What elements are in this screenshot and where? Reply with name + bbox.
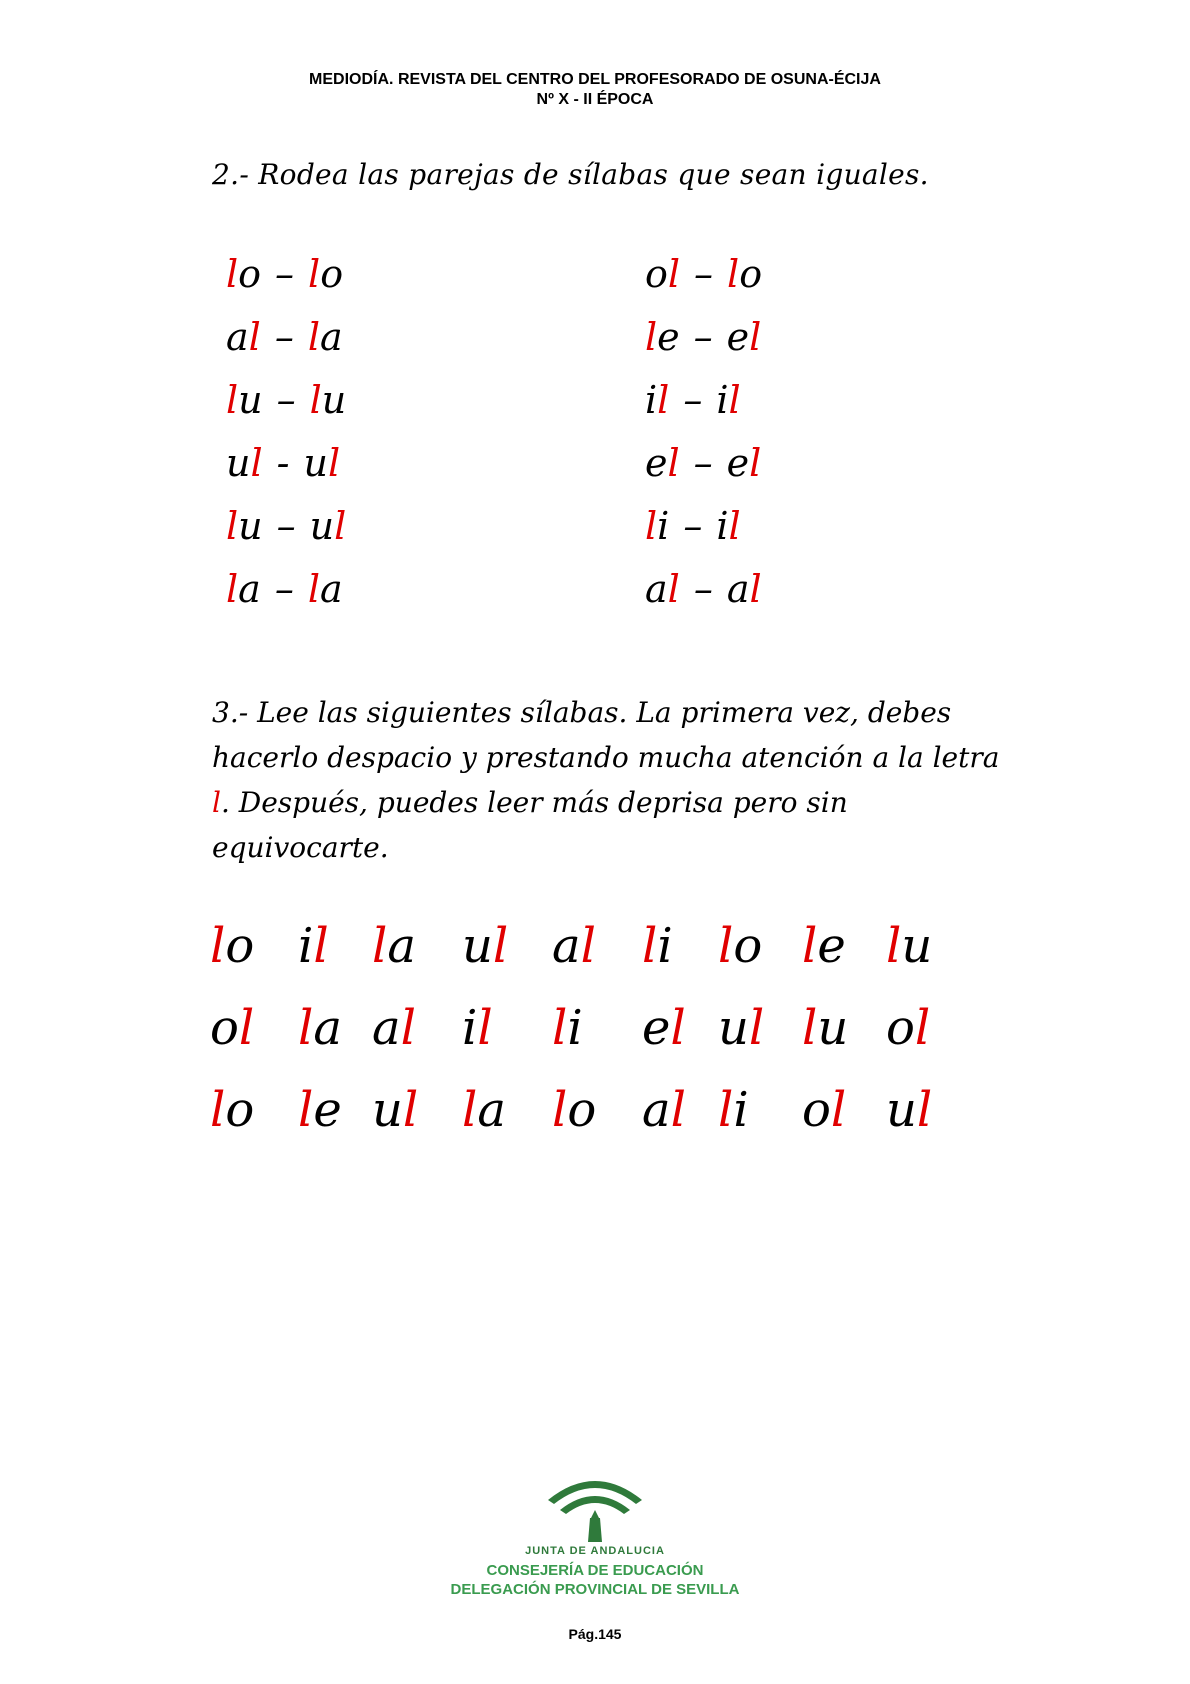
- pair-first: la: [226, 567, 261, 611]
- syllable: li: [552, 1000, 583, 1056]
- syllable: al: [372, 1000, 416, 1056]
- syllable: ul: [372, 1082, 419, 1138]
- pair-second: ul: [303, 441, 341, 485]
- exercise-3-instructions: [212, 690, 1012, 870]
- exercise-3-text-after: . Después, puedes leer más deprisa pero sin equivocarte.: [212, 786, 848, 864]
- syllable: il: [462, 1000, 493, 1056]
- pair-first: al: [645, 567, 680, 611]
- page-header: [0, 70, 1190, 110]
- pair-second: lo: [308, 252, 344, 296]
- logo-arches-icon: [540, 1470, 650, 1550]
- pair-separator: -: [276, 441, 290, 485]
- pair-separator: –: [693, 315, 713, 359]
- logo-label: JUNTA DE ANDALUCIA: [525, 1545, 665, 1557]
- syllable-pair: [226, 567, 343, 611]
- pair-separator: –: [693, 567, 713, 611]
- pair-first: lo: [226, 252, 262, 296]
- page-number: Pág.145: [568, 1626, 622, 1642]
- syllable: li: [718, 1082, 749, 1138]
- header-title: MEDIODÍA. REVISTA DEL CENTRO DEL PROFESORADO DE OSUNA-ÉCIJA: [309, 71, 881, 88]
- exercise-2-title: 2.- Rodea las parejas de sílabas que sean iguales.: [212, 158, 929, 191]
- syllable-pair: [645, 504, 741, 548]
- header-issue: Nº X - II ÉPOCA: [536, 91, 654, 108]
- pair-separator: –: [694, 252, 714, 296]
- footer-delegacion: DELEGACIÓN PROVINCIAL DE SEVILLA: [450, 1581, 740, 1598]
- syllable: al: [552, 918, 596, 974]
- syllable: le: [802, 918, 846, 974]
- syllable: lo: [210, 1082, 255, 1138]
- syllable: al: [642, 1082, 686, 1138]
- pair-first: lu: [226, 378, 263, 422]
- syllable: lo: [552, 1082, 597, 1138]
- pair-first: lu: [226, 504, 263, 548]
- syllable: lu: [886, 918, 933, 974]
- pair-second: il: [716, 378, 741, 422]
- syllable: ol: [210, 1000, 255, 1056]
- syllable: ul: [886, 1082, 933, 1138]
- pair-first: al: [226, 315, 261, 359]
- pair-first: le: [645, 315, 680, 359]
- pair-second: il: [716, 504, 741, 548]
- pair-first: ul: [226, 441, 263, 485]
- syllable: el: [642, 1000, 686, 1056]
- pair-second: el: [726, 441, 762, 485]
- syllable: ul: [718, 1000, 765, 1056]
- pair-separator: –: [276, 378, 296, 422]
- pair-separator: –: [693, 441, 713, 485]
- pair-second: lo: [727, 252, 763, 296]
- pair-separator: –: [274, 315, 294, 359]
- pair-separator: –: [683, 378, 703, 422]
- pair-second: la: [307, 315, 343, 359]
- syllable: la: [298, 1000, 342, 1056]
- highlight-letter: l: [212, 786, 221, 819]
- syllable: ol: [886, 1000, 931, 1056]
- syllable: le: [298, 1082, 342, 1138]
- syllable-pair: [645, 567, 762, 611]
- syllable-pair: [226, 315, 343, 359]
- syllable-pair: [645, 378, 741, 422]
- pair-separator: –: [276, 504, 296, 548]
- syllable: lu: [802, 1000, 849, 1056]
- syllable: la: [372, 918, 416, 974]
- syllable-pair: [645, 315, 761, 359]
- footer-consejeria: CONSEJERÍA DE EDUCACIÓN: [486, 1562, 704, 1579]
- pair-first: il: [645, 378, 670, 422]
- exercise-3-text-before: 3.- Lee las siguientes sílabas. La primera vez, debes hacerlo despacio y prestando mucha atención a la letra: [212, 696, 1000, 774]
- pair-separator: –: [274, 567, 294, 611]
- syllable: lo: [718, 918, 763, 974]
- syllable: ol: [802, 1082, 847, 1138]
- syllable: ul: [462, 918, 509, 974]
- pair-second: la: [307, 567, 343, 611]
- syllable-pair: [645, 441, 761, 485]
- syllable: la: [462, 1082, 506, 1138]
- syllable-pair: [645, 252, 762, 296]
- pair-separator: –: [275, 252, 295, 296]
- pair-first: ol: [645, 252, 681, 296]
- syllable: il: [298, 918, 329, 974]
- syllable-pair: [226, 252, 343, 296]
- pair-first: el: [645, 441, 680, 485]
- pair-second: ul: [309, 504, 347, 548]
- syllable: lo: [210, 918, 255, 974]
- syllable-pair: [226, 504, 346, 548]
- pair-second: al: [726, 567, 762, 611]
- syllable: li: [642, 918, 673, 974]
- syllable-pair: [226, 378, 346, 422]
- pair-second: el: [726, 315, 762, 359]
- pair-separator: –: [683, 504, 703, 548]
- junta-andalucia-logo: [540, 1470, 650, 1550]
- pair-second: lu: [309, 378, 347, 422]
- pair-first: li: [645, 504, 670, 548]
- syllable-pair: [226, 441, 340, 485]
